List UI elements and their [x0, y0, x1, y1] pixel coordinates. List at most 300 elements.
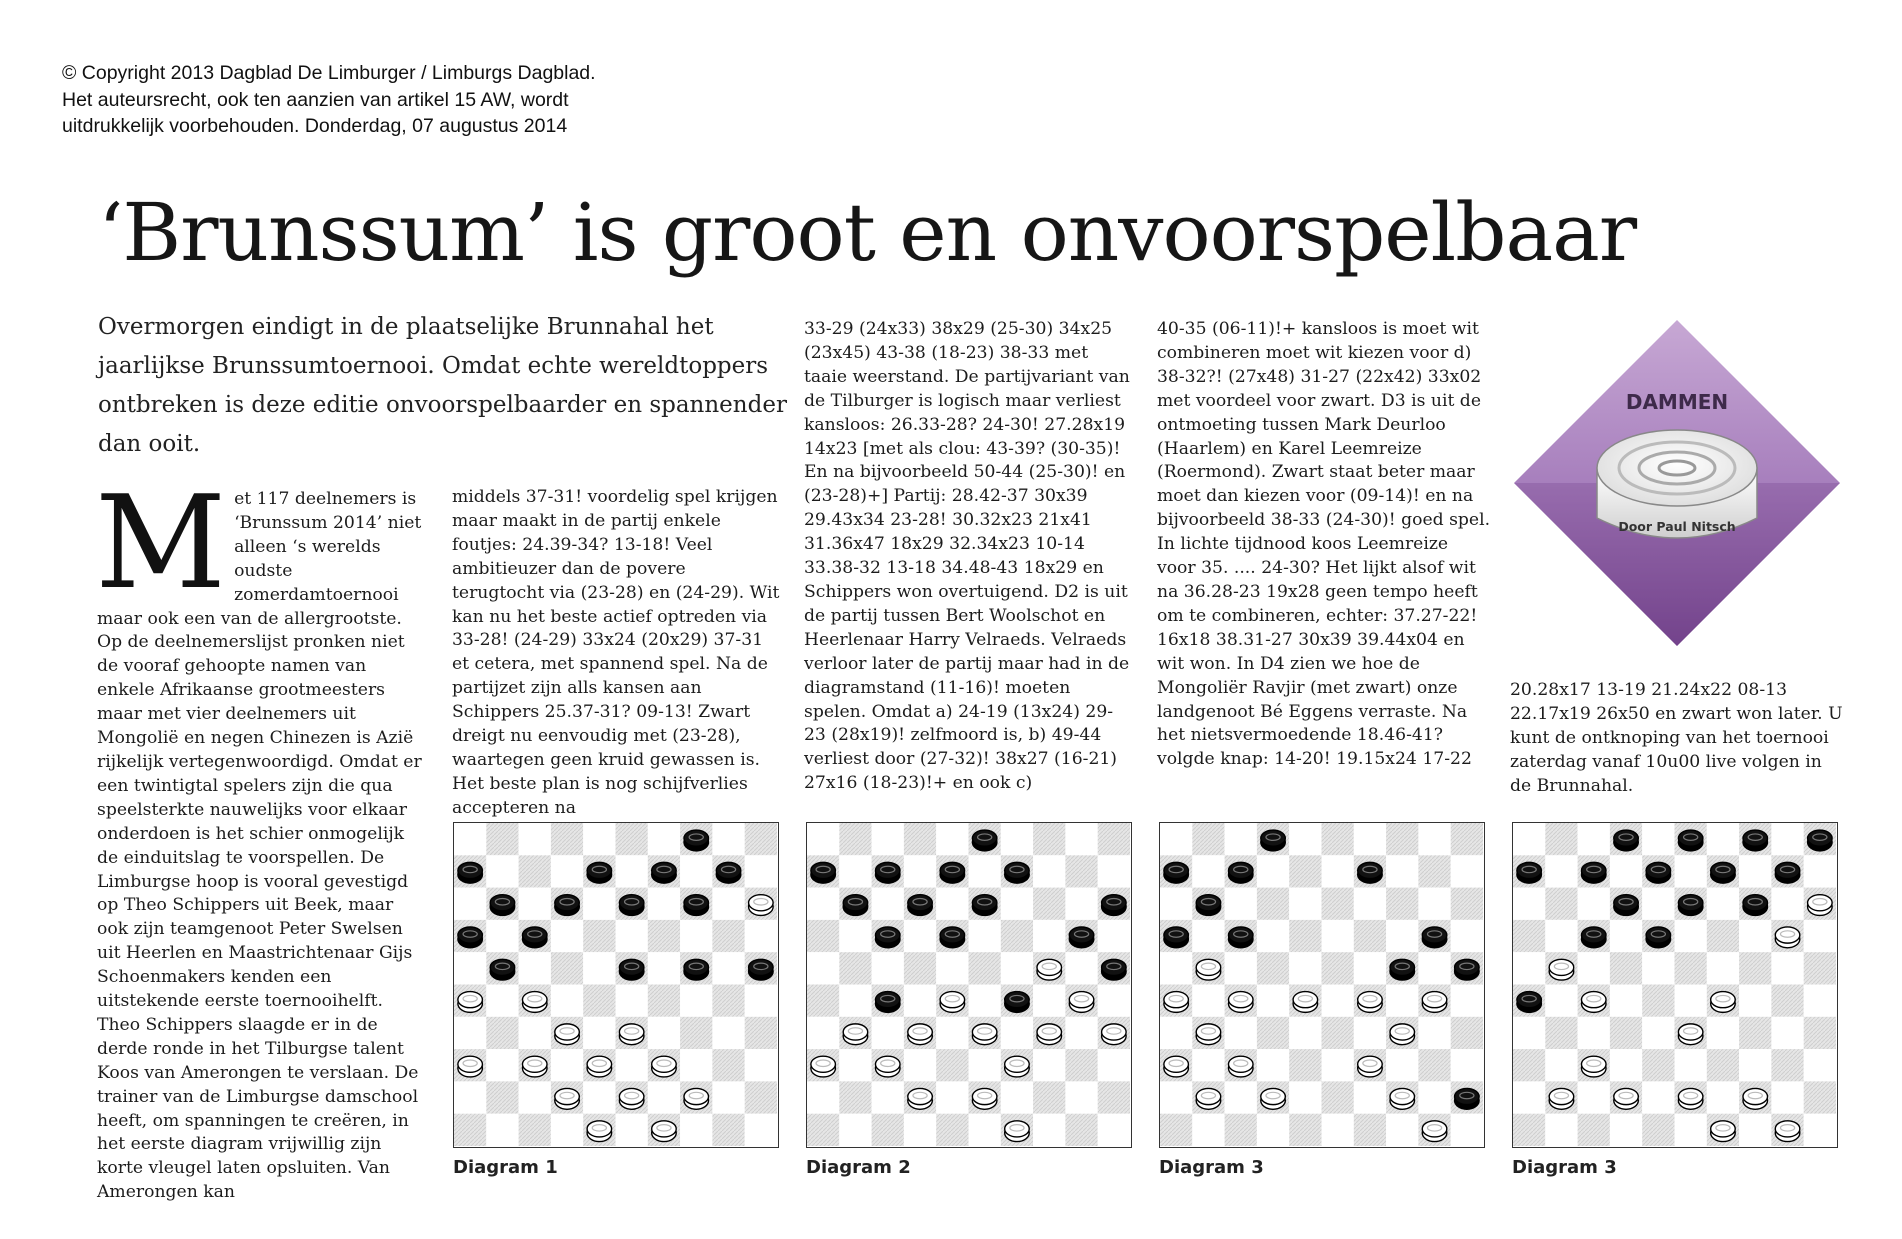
board-square: [745, 1049, 777, 1081]
article-column-1: [95, 469, 429, 1205]
white-piece: [1390, 1088, 1415, 1109]
board-square: [969, 920, 1001, 952]
board-square: [839, 952, 871, 984]
board-square: [1771, 823, 1803, 855]
article-column-5: [1510, 679, 1845, 799]
board-square: [1578, 888, 1610, 920]
column-4-text: 40-35 (06-11)!+ kansloos is moet wit combineren moet wit kiezen voor d) 38-32?! (27x48) 31-27 (22x42) 33x02 met voordeel voor zwart. D3 is uit de ontmoeting tussen Mark Deurloo (Haarlem) en Karel Leemreize (Roermond). Zwart staat beter maar moet dan kiezen voor (09-14)! en na bijvoorbeeld 38-33 (24-30)! goed spel. In lichte tijdnood koos Leemreize voor 35. .... 24-30? Het lijkt alsof wit na 36.28-23 19x28 geen tempo heeft om te combineren, echter: 37.27-22! 16x18 38.31-27 30x39 39.44x04 en wit won. In D4 zien we hoe de Mongoliër Ravjir (met zwart) onze landgenoot Bé Eggens verraste. Na het nietsvermoedende 18.46-41? volgde knap: 14-20! 19.15x24 17-22: [1157, 319, 1491, 770]
board-square: [1545, 1114, 1577, 1146]
white-piece: [1358, 1056, 1383, 1077]
board-square: [1707, 888, 1739, 920]
black-piece: [875, 992, 900, 1013]
board-square: [1386, 823, 1418, 855]
board-square: [1160, 823, 1192, 855]
board-square: [839, 985, 871, 1017]
board-square: [1160, 1017, 1192, 1049]
board-square: [712, 1017, 744, 1049]
white-piece: [1390, 1024, 1415, 1045]
white-piece: [1005, 1121, 1030, 1142]
board-square: [872, 888, 904, 920]
board-square: [519, 1114, 551, 1146]
board-square: [1065, 1049, 1097, 1081]
black-piece: [1646, 927, 1671, 948]
white-piece: [749, 895, 774, 916]
column-3-text: 33-29 (24x33) 38x29 (25-30) 34x25 (23x45) 43-38 (18-23) 38-33 met taaie weerstand. De partijvariant van de Tilburger is logisch maar verliest kansloos: 26.33-28? 24-30! 27.28x19 14x23 [met als clou: 43-39? (30-35)! En na bijvoorbeeld 50-44 (25-30)! en (23-28)+] Partij: 28.42-37 30x39 29.43x34 23-28! 30.32x23 21x41 31.36x47 18x29 32.34x23 10-14 33.38-32 13-18 34.48-43 18x29 en Schippers won overtuigend. D2 is uit de partij tussen Bert Woolschot en Heerlenaar Harry Velraeds. Velraeds verloor later de partij maar had in de diagramstand (11-16)! moeten spelen. Omdat a) 24-19 (13x24) 29-23 (28x19)! zelfmoord is, b) 49-44 verliest door (27-32)! 38x27 (16-21) 27x16 (18-23)!+ en ook c): [804, 319, 1130, 794]
board-square: [1451, 1114, 1483, 1146]
board-square: [839, 1081, 871, 1113]
board-square: [680, 855, 712, 887]
board-square: [551, 952, 583, 984]
board-square: [648, 985, 680, 1017]
board-square: [1065, 888, 1097, 920]
black-piece: [1455, 1088, 1480, 1109]
black-piece: [1614, 895, 1639, 916]
board-square: [1033, 823, 1065, 855]
board-square: [1160, 952, 1192, 984]
board-square: [936, 888, 968, 920]
board-square: [1513, 920, 1545, 952]
board-square: [745, 855, 777, 887]
white-piece: [1711, 1121, 1736, 1142]
board-square: [486, 985, 518, 1017]
board-square: [1065, 1114, 1097, 1146]
board-square: [904, 1049, 936, 1081]
board-square: [807, 1081, 839, 1113]
board-square: [1545, 1017, 1577, 1049]
board-square: [1001, 888, 1033, 920]
white-piece: [1549, 959, 1574, 980]
board-square: [1033, 1049, 1065, 1081]
black-piece: [811, 862, 836, 883]
diagram-4-label: Diagram 3: [1512, 1157, 1617, 1178]
board-square: [712, 888, 744, 920]
board-square: [1033, 888, 1065, 920]
white-piece: [940, 992, 965, 1013]
board-square: [648, 920, 680, 952]
white-piece: [1037, 1024, 1062, 1045]
board-square: [1098, 1114, 1130, 1146]
board-square: [648, 888, 680, 920]
board-square: [1289, 855, 1321, 887]
black-piece: [1164, 862, 1189, 883]
black-piece: [1422, 927, 1447, 948]
board-3: [1159, 822, 1485, 1148]
board-square: [1192, 1049, 1224, 1081]
white-piece: [1743, 1088, 1768, 1109]
board-square: [745, 1114, 777, 1146]
board-square: [1001, 1017, 1033, 1049]
black-piece: [908, 895, 933, 916]
board-square: [519, 823, 551, 855]
board-square: [486, 855, 518, 887]
board-square: [807, 952, 839, 984]
board-square: [969, 1114, 1001, 1146]
board-square: [1610, 1017, 1642, 1049]
board-square: [712, 985, 744, 1017]
column-2-text: middels 37-31! voordelig spel krijgen maar maakt in de partij enkele foutjes: 24.39-34? 13-18! Veel ambitieuzer dan de povere terugtocht via (23-28) en (24-29). Wit kan nu het beste actief optreden via 33-28! (24-29) 33x24 (20x29) 37-31 et cetera, met spannend spel. Na de partijzet zijn alls kansen aan Schippers 25.37-31? 09-13! Zwart dreigt nu eenvoudig met (23-28), waartegen geen kruid gewassen is. Het beste plan is nog schijfverlies accepteren na: [452, 487, 780, 818]
board-square: [1804, 1049, 1836, 1081]
board-square: [1545, 1049, 1577, 1081]
board-square: [839, 1114, 871, 1146]
black-piece: [1614, 830, 1639, 851]
white-piece: [587, 1121, 612, 1142]
white-piece: [908, 1088, 933, 1109]
white-piece: [1102, 1024, 1127, 1045]
white-piece: [1422, 1121, 1447, 1142]
board-square: [1642, 952, 1674, 984]
white-piece: [1581, 992, 1606, 1013]
board-square: [1642, 1081, 1674, 1113]
black-piece: [1358, 862, 1383, 883]
board-square: [1322, 855, 1354, 887]
board-square: [1354, 1114, 1386, 1146]
board-square: [1065, 1081, 1097, 1113]
board-square: [1065, 855, 1097, 887]
board-square: [1578, 952, 1610, 984]
board-square: [745, 1081, 777, 1113]
black-piece: [490, 959, 515, 980]
white-piece: [1422, 992, 1447, 1013]
board-square: [1675, 985, 1707, 1017]
board-square: [486, 823, 518, 855]
board-square: [1322, 888, 1354, 920]
board-square: [807, 823, 839, 855]
black-piece: [684, 895, 709, 916]
board-square: [551, 823, 583, 855]
board-square: [486, 1049, 518, 1081]
white-piece: [875, 1056, 900, 1077]
black-piece: [716, 862, 741, 883]
board-square: [583, 823, 615, 855]
board-square: [1804, 952, 1836, 984]
board-square: [712, 952, 744, 984]
white-piece: [1678, 1088, 1703, 1109]
board-square: [1513, 823, 1545, 855]
board-square: [1098, 855, 1130, 887]
board-square: [1545, 920, 1577, 952]
black-piece: [1069, 927, 1094, 948]
board-square: [680, 920, 712, 952]
copyright-notice: [62, 60, 782, 140]
board-square: [486, 920, 518, 952]
board-square: [745, 920, 777, 952]
board-square: [1610, 855, 1642, 887]
black-piece: [972, 830, 997, 851]
white-piece: [1164, 1056, 1189, 1077]
board-square: [1289, 1114, 1321, 1146]
black-piece: [1261, 830, 1286, 851]
board-square: [616, 1114, 648, 1146]
black-piece: [619, 895, 644, 916]
board-square: [616, 823, 648, 855]
board-square: [1098, 985, 1130, 1017]
board-square: [1354, 1017, 1386, 1049]
board-square: [1578, 1017, 1610, 1049]
black-piece: [1164, 927, 1189, 948]
board-square: [1354, 823, 1386, 855]
board-square: [1610, 920, 1642, 952]
board-square: [454, 1017, 486, 1049]
article-column-4: [1157, 318, 1492, 772]
board-square: [807, 985, 839, 1017]
white-piece: [1196, 1088, 1221, 1109]
board-square: [1001, 952, 1033, 984]
board-square: [1001, 1081, 1033, 1113]
black-piece: [1228, 862, 1253, 883]
board-square: [1098, 1081, 1130, 1113]
board-square: [1804, 985, 1836, 1017]
board-square: [1513, 952, 1545, 984]
board-square: [680, 1114, 712, 1146]
board-square: [1225, 1114, 1257, 1146]
white-piece: [458, 992, 483, 1013]
white-piece: [1164, 992, 1189, 1013]
board-square: [486, 1017, 518, 1049]
board-square: [1675, 920, 1707, 952]
board-square: [1642, 1017, 1674, 1049]
board-square: [1675, 855, 1707, 887]
board-square: [1289, 1049, 1321, 1081]
board-square: [904, 855, 936, 887]
white-piece: [652, 1121, 677, 1142]
board-square: [1642, 823, 1674, 855]
white-piece: [1293, 992, 1318, 1013]
black-piece: [843, 895, 868, 916]
white-piece: [684, 1088, 709, 1109]
board-square: [839, 920, 871, 952]
white-piece: [1581, 1056, 1606, 1077]
board-square: [1707, 1081, 1739, 1113]
black-piece: [1581, 862, 1606, 883]
board-square: [1707, 952, 1739, 984]
white-piece: [1196, 1024, 1221, 1045]
board-square: [1033, 855, 1065, 887]
badge-label: DAMMEN: [1625, 390, 1729, 414]
column-5-text: 20.28x17 13-19 21.24x22 08-13 22.17x19 26x50 en zwart won later. U kunt de ontknoping van het toernooi zaterdag vanaf 10u00 live volgen in de Brunnahal.: [1510, 680, 1843, 796]
board-square: [454, 823, 486, 855]
white-piece: [1196, 959, 1221, 980]
board-square: [1160, 888, 1192, 920]
board-square: [1642, 888, 1674, 920]
board-square: [1225, 1081, 1257, 1113]
board-square: [519, 1081, 551, 1113]
board-square: [1098, 823, 1130, 855]
white-piece: [1228, 1056, 1253, 1077]
board-square: [583, 920, 615, 952]
board-square: [1257, 1017, 1289, 1049]
board-square: [583, 888, 615, 920]
white-piece: [843, 1024, 868, 1045]
white-piece: [619, 1088, 644, 1109]
board-square: [904, 1114, 936, 1146]
white-piece: [811, 1056, 836, 1077]
board-square: [1322, 1114, 1354, 1146]
board-square: [551, 855, 583, 887]
board-square: [1386, 920, 1418, 952]
board-square: [872, 823, 904, 855]
board-square: [1513, 888, 1545, 920]
board-square: [1739, 985, 1771, 1017]
board-square: [1225, 888, 1257, 920]
board-grid: [454, 823, 777, 1146]
black-piece: [458, 927, 483, 948]
board-square: [551, 920, 583, 952]
board-square: [969, 985, 1001, 1017]
board-square: [1289, 920, 1321, 952]
black-piece: [1775, 862, 1800, 883]
article-column-3: [804, 318, 1134, 796]
board-square: [904, 823, 936, 855]
black-piece: [1005, 992, 1030, 1013]
white-piece: [1261, 1088, 1286, 1109]
board-square: [745, 1017, 777, 1049]
diagram-2: [806, 822, 1132, 1178]
board-1: [453, 822, 779, 1148]
board-square: [519, 952, 551, 984]
board-square: [1545, 985, 1577, 1017]
board-square: [648, 823, 680, 855]
board-square: [1545, 823, 1577, 855]
black-piece: [749, 959, 774, 980]
board-square: [712, 920, 744, 952]
board-square: [1257, 1114, 1289, 1146]
board-square: [1065, 823, 1097, 855]
black-piece: [1743, 830, 1768, 851]
board-square: [1610, 1049, 1642, 1081]
black-piece: [458, 862, 483, 883]
board-square: [1642, 1114, 1674, 1146]
board-square: [1033, 1081, 1065, 1113]
white-piece: [1228, 992, 1253, 1013]
black-piece: [1711, 862, 1736, 883]
board-square: [1771, 1081, 1803, 1113]
board-square: [1386, 1049, 1418, 1081]
board-square: [712, 1049, 744, 1081]
white-piece: [522, 1056, 547, 1077]
white-piece: [522, 992, 547, 1013]
board-square: [1098, 1049, 1130, 1081]
board-square: [712, 1081, 744, 1113]
board-square: [1707, 1017, 1739, 1049]
board-square: [1610, 985, 1642, 1017]
board-square: [1513, 1049, 1545, 1081]
board-grid: [1513, 823, 1836, 1146]
board-square: [583, 985, 615, 1017]
white-piece: [619, 1024, 644, 1045]
board-square: [1257, 985, 1289, 1017]
board-square: [1418, 855, 1450, 887]
board-square: [969, 855, 1001, 887]
black-piece: [522, 927, 547, 948]
board-square: [454, 1114, 486, 1146]
board-square: [1675, 1049, 1707, 1081]
black-piece: [1390, 959, 1415, 980]
board-square: [839, 823, 871, 855]
board-square: [1804, 920, 1836, 952]
black-piece: [587, 862, 612, 883]
board-square: [1418, 1049, 1450, 1081]
board-square: [616, 985, 648, 1017]
board-square: [1578, 1081, 1610, 1113]
board-square: [745, 823, 777, 855]
board-square: [1739, 1049, 1771, 1081]
board-square: [1386, 888, 1418, 920]
board-square: [1033, 985, 1065, 1017]
board-square: [1771, 888, 1803, 920]
board-square: [1545, 855, 1577, 887]
black-piece: [1517, 862, 1542, 883]
board-square: [936, 1081, 968, 1113]
board-square: [551, 1049, 583, 1081]
headline: ‘Brunssum’ is groot en onvoorspelbaar: [98, 186, 1637, 279]
white-piece: [1614, 1088, 1639, 1109]
board-square: [807, 1114, 839, 1146]
board-square: [454, 888, 486, 920]
board-square: [745, 985, 777, 1017]
board-square: [969, 952, 1001, 984]
black-piece: [940, 862, 965, 883]
board-square: [936, 1017, 968, 1049]
board-square: [1739, 1017, 1771, 1049]
board-square: [839, 855, 871, 887]
diagram-3-label: Diagram 3: [1159, 1157, 1264, 1178]
white-piece: [1037, 959, 1062, 980]
board-square: [1513, 1081, 1545, 1113]
board-square: [486, 1114, 518, 1146]
diagram-1-label: Diagram 1: [453, 1157, 558, 1178]
board-square: [712, 823, 744, 855]
board-square: [1257, 1049, 1289, 1081]
board-square: [1322, 1081, 1354, 1113]
column-1-text: et 117 deelnemers is ‘Brunssum 2014’ niet alleen ‘s werelds oudste zomerdamtoernooi maar ook een van de allergrootste. Op de deelnemerslijst pronken niet de vooraf gehoopte namen van enkele Afrikaanse grootmeesters maar met vier deelnemers uit Mongolië en negen Chinezen is Azië rijkelijk vertegenwoordigd. Omdat er een twintigtal spelers zijn die qua speelsterkte nauwelijks voor elkaar onderdoen is het schier onmogelijk de einduitslag te voorspellen. De Limburgse hoop is vooral gevestigd op Theo Schippers uit Beek, maar ook zijn teamgenoot Peter Swelsen uit Heerlen en Maastrichtenaar Gijs Schoenmakers kenden een uitstekende eerste toernooihelft. Theo Schippers slaagde er in de derde ronde in het Tilburgse talent Koos van Amerongen te verslaan. De trainer van de Limburgse damschool heeft, om spanningen te creëren, in het eerste diagram vrijwillig zijn korte vleugel laten opsluiten. Van Amerongen kan: [97, 489, 422, 1203]
black-piece: [1808, 830, 1833, 851]
black-piece: [1455, 959, 1480, 980]
board-square: [1354, 952, 1386, 984]
board-square: [872, 952, 904, 984]
board-square: [1289, 952, 1321, 984]
dammen-badge: [1512, 318, 1842, 648]
black-piece: [1646, 862, 1671, 883]
black-piece: [875, 862, 900, 883]
board-square: [936, 1114, 968, 1146]
board-square: [1289, 823, 1321, 855]
board-square: [616, 855, 648, 887]
white-piece: [1678, 1024, 1703, 1045]
board-square: [1418, 1017, 1450, 1049]
white-piece: [972, 1024, 997, 1045]
board-square: [519, 888, 551, 920]
board-square: [1418, 1081, 1450, 1113]
diagram-3: [1159, 822, 1485, 1178]
board-square: [680, 985, 712, 1017]
board-square: [1707, 920, 1739, 952]
white-piece: [1775, 1121, 1800, 1142]
board-square: [1386, 855, 1418, 887]
board-square: [807, 1017, 839, 1049]
board-square: [680, 1017, 712, 1049]
black-piece: [940, 927, 965, 948]
board-square: [1771, 952, 1803, 984]
black-piece: [1678, 895, 1703, 916]
board-square: [1257, 952, 1289, 984]
board-square: [1513, 1017, 1545, 1049]
board-square: [1771, 1049, 1803, 1081]
black-piece: [1005, 862, 1030, 883]
board-square: [1257, 855, 1289, 887]
white-piece: [587, 1056, 612, 1077]
board-square: [519, 1017, 551, 1049]
board-square: [1322, 1049, 1354, 1081]
